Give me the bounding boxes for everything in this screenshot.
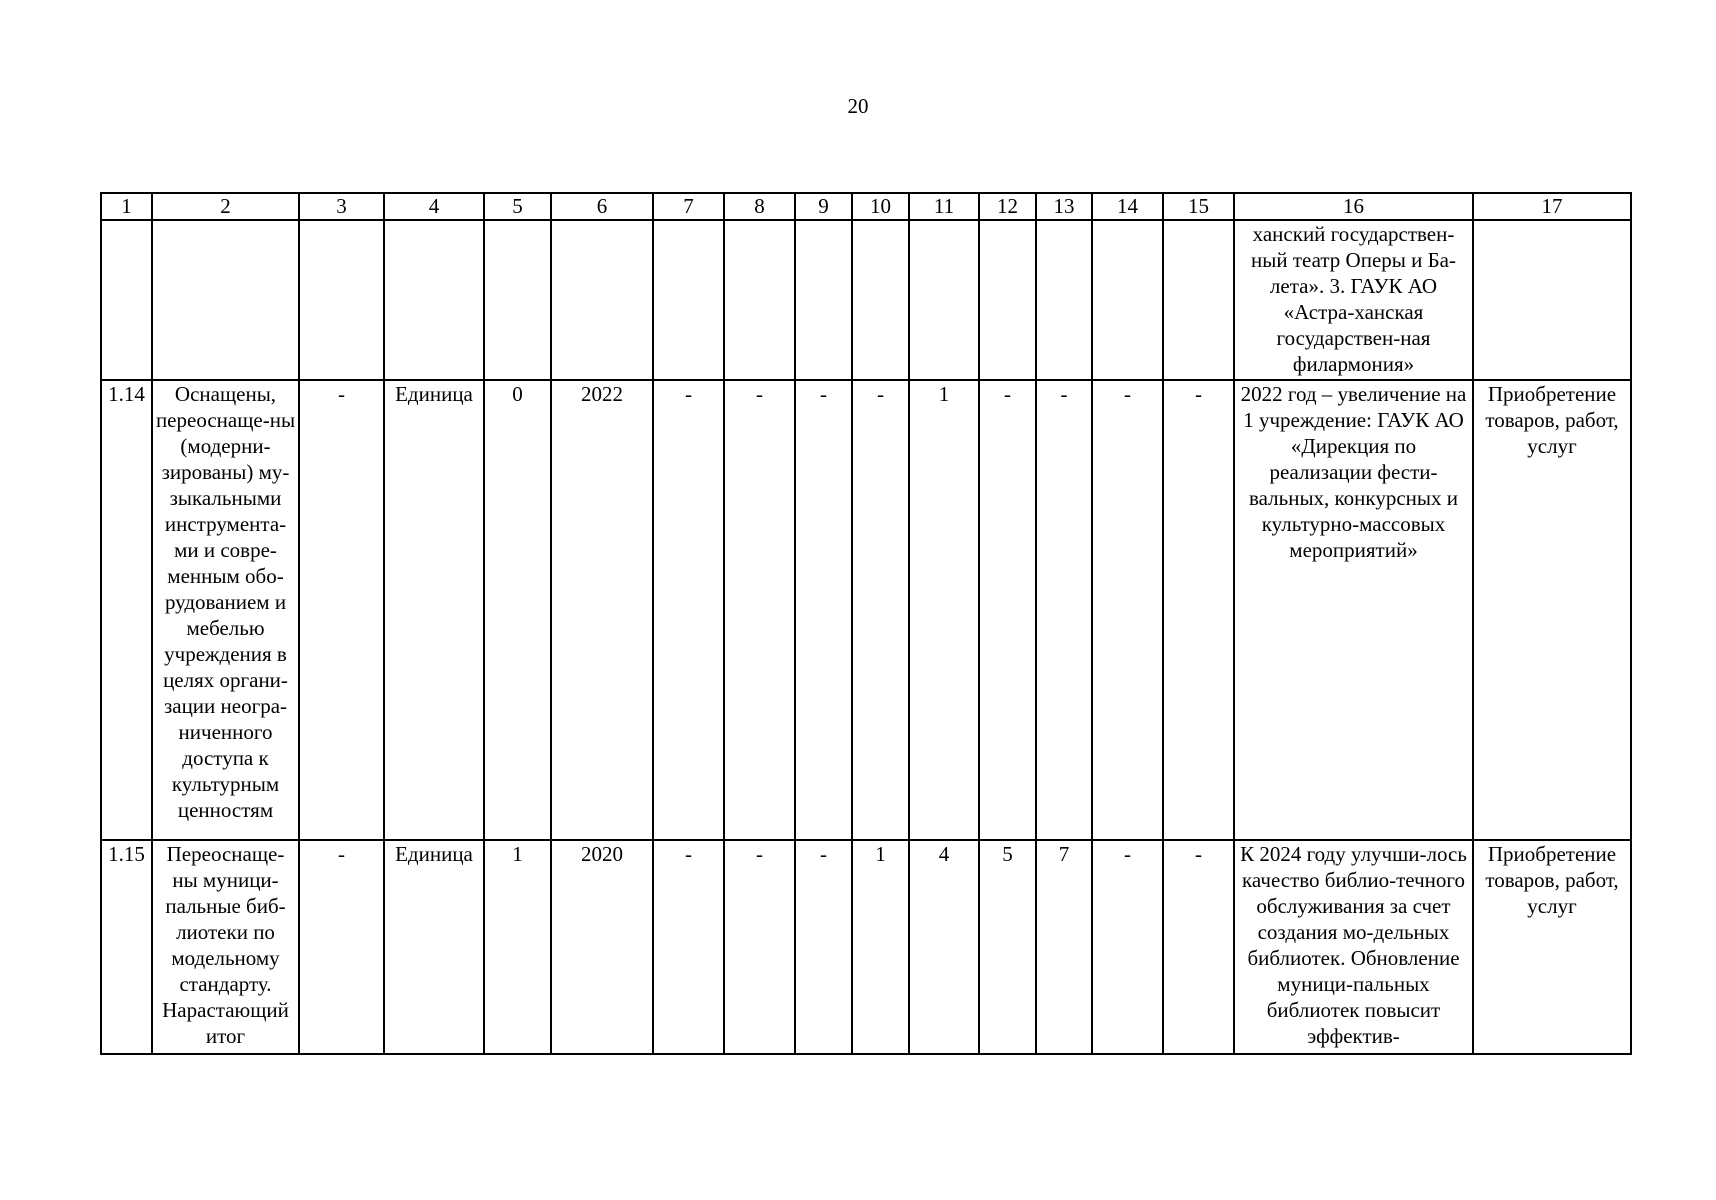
table-cell-col-5 <box>484 220 551 380</box>
table-cell-col-8 <box>724 840 795 1054</box>
table-cell-col-1 <box>101 840 152 1054</box>
cell-text: - <box>1195 382 1202 406</box>
cell-text: 1 <box>512 842 523 866</box>
cell-text: 4 <box>938 842 950 866</box>
cell-text: - <box>685 382 692 406</box>
table-cell-col-16 <box>1234 220 1473 380</box>
table-cell-col-2 <box>152 220 299 380</box>
table-cell-col-8 <box>724 220 795 380</box>
table-cell-col-14 <box>1092 840 1163 1054</box>
table-cell-col-3 <box>299 840 384 1054</box>
cell-text: 2022 <box>581 382 623 406</box>
table-cell-col-9 <box>795 380 852 840</box>
table-cell-col-12 <box>979 380 1036 840</box>
table-cell-col-8 <box>724 380 795 840</box>
column-header-6: 6 <box>551 193 653 220</box>
table-cell-col-13 <box>1036 840 1092 1054</box>
cell-text: Единица <box>395 842 473 866</box>
cell-text: - <box>685 842 692 866</box>
table-cell-col-7 <box>653 380 724 840</box>
cell-text: 2020 <box>581 842 623 866</box>
table-row <box>101 840 1631 1054</box>
column-header-3: 3 <box>299 193 384 220</box>
table-cell-col-10 <box>852 220 909 380</box>
table-cell-col-15 <box>1163 380 1234 840</box>
cell-text: - <box>1124 842 1131 866</box>
cell-text: 2022 год – увеличение на 1 учреждение: ГАУК АО «Дирекция по реализации фести-вальных, конкурсных и культурно-массовых мероприятий» <box>1240 382 1467 562</box>
table-cell-col-2 <box>152 840 299 1054</box>
table-cell-col-7 <box>653 220 724 380</box>
column-header-10: 10 <box>852 193 909 220</box>
table-cell-col-16 <box>1234 840 1473 1054</box>
table-cell-col-4 <box>384 380 484 840</box>
cell-text: - <box>820 842 827 866</box>
table-cell-col-11 <box>909 220 979 380</box>
table-cell-col-13 <box>1036 380 1092 840</box>
cell-text: - <box>756 382 763 406</box>
column-header-14: 14 <box>1092 193 1163 220</box>
column-header-8: 8 <box>724 193 795 220</box>
table-cell-col-6 <box>551 380 653 840</box>
table-cell-col-1 <box>101 380 152 840</box>
cell-text: Переоснаще-ны муници-пальные биб-лиотеки по модельному стандарту. Нарастающий итог <box>162 842 289 1048</box>
cell-text: - <box>1004 382 1011 406</box>
table-cell-col-3 <box>299 220 384 380</box>
table-cell-col-9 <box>795 220 852 380</box>
column-header-5: 5 <box>484 193 551 220</box>
table-cell-col-11 <box>909 840 979 1054</box>
cell-text: 1 <box>875 842 886 866</box>
table-cell-col-12 <box>979 220 1036 380</box>
cell-text: Оснащены, переоснаще-ны (модерни-зированы) му-зыкальными инструмента-ми и совре-менным обо-рудованием и мебелью учреждения в целях органи-зации неогра-ниченного доступа к культурным ценностям <box>155 382 296 822</box>
table-cell-col-2 <box>152 380 299 840</box>
cell-text: - <box>756 842 763 866</box>
cell-text: 1.14 <box>108 382 145 406</box>
table-cell-col-14 <box>1092 220 1163 380</box>
table-cell-col-6 <box>551 220 653 380</box>
table-cell-col-5 <box>484 380 551 840</box>
cell-text: Приобретение товаров, работ, услуг <box>1485 382 1619 458</box>
table-cell-col-3 <box>299 380 384 840</box>
cell-text: ханский государствен-ный театр Оперы и Ба-лета». 3. ГАУК АО «Астра-ханская государствен-ная филармония» <box>1251 222 1456 376</box>
page-number: 20 <box>847 94 869 118</box>
cell-text: - <box>1060 382 1068 406</box>
table-cell-col-6 <box>551 840 653 1054</box>
column-header-12: 12 <box>979 193 1036 220</box>
column-header-2: 2 <box>152 193 299 220</box>
table-cell-col-13 <box>1036 220 1092 380</box>
table-cell-col-4 <box>384 840 484 1054</box>
cell-text: 0 <box>512 382 523 406</box>
cell-text: - <box>338 382 345 406</box>
table-cell-col-12 <box>979 840 1036 1054</box>
cell-text: - <box>1124 382 1131 406</box>
column-header-1: 1 <box>101 193 152 220</box>
cell-text: 1 <box>938 382 950 406</box>
column-header-13: 13 <box>1036 193 1092 220</box>
cell-text: - <box>877 382 884 406</box>
table-cell-col-4 <box>384 220 484 380</box>
table-cell-col-10 <box>852 380 909 840</box>
cell-text: К 2024 году улучши-лось качество библио-течного обслуживания за счет создания мо-дельных библиотек. Обновление муници-пальных библиотек повысит эффектив- <box>1240 842 1467 1048</box>
column-header-15: 15 <box>1163 193 1234 220</box>
cell-text: 7 <box>1058 842 1070 866</box>
cell-text: Единица <box>395 382 473 406</box>
column-header-11: 11 <box>909 193 979 220</box>
cell-text: 5 <box>1002 842 1013 866</box>
indicators-table <box>100 192 1632 1055</box>
table-row <box>101 220 1631 380</box>
table-cell-col-17 <box>1473 840 1631 1054</box>
table-row <box>101 380 1631 840</box>
column-number-row <box>101 193 1631 220</box>
table-cell-col-17 <box>1473 380 1631 840</box>
table-cell-col-7 <box>653 840 724 1054</box>
table-cell-col-16 <box>1234 380 1473 840</box>
table-cell-col-5 <box>484 840 551 1054</box>
column-header-4: 4 <box>384 193 484 220</box>
column-header-9: 9 <box>795 193 852 220</box>
table-cell-col-15 <box>1163 840 1234 1054</box>
table-cell-col-1 <box>101 220 152 380</box>
table-cell-col-17 <box>1473 220 1631 380</box>
cell-text: - <box>820 382 827 406</box>
cell-text: - <box>338 842 345 866</box>
table-cell-col-10 <box>852 840 909 1054</box>
cell-text: 1.15 <box>108 842 145 866</box>
table-cell-col-14 <box>1092 380 1163 840</box>
column-header-16: 16 <box>1234 193 1473 220</box>
table-cell-col-9 <box>795 840 852 1054</box>
column-header-7: 7 <box>653 193 724 220</box>
table-cell-col-15 <box>1163 220 1234 380</box>
table-cell-col-11 <box>909 380 979 840</box>
column-header-17: 17 <box>1473 193 1631 220</box>
cell-text: - <box>1195 842 1202 866</box>
cell-text: Приобретение товаров, работ, услуг <box>1485 842 1619 918</box>
